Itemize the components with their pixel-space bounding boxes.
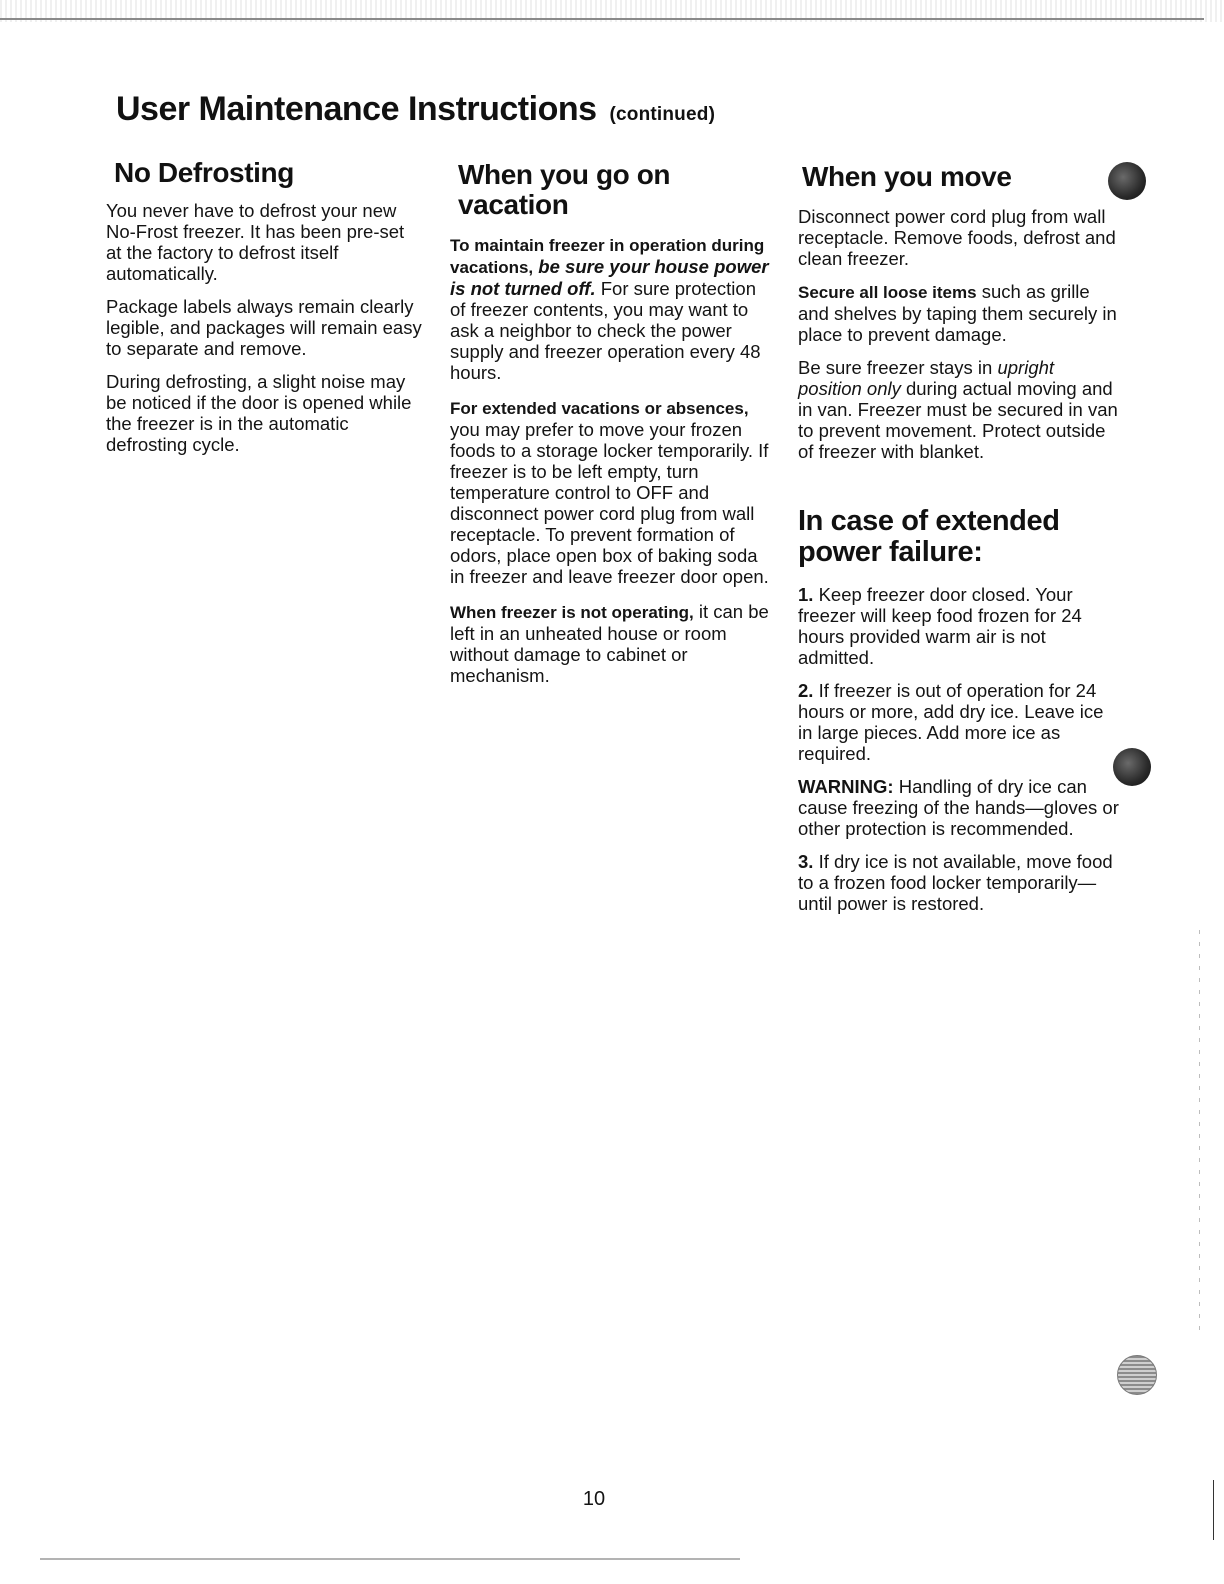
vacation-paragraph-1 xyxy=(450,234,770,383)
heading-no-defrosting: No Defrosting xyxy=(114,157,294,188)
scan-edge-line-bottom xyxy=(40,1558,740,1560)
binder-hole-icon xyxy=(1117,1355,1157,1395)
warning-label: WARNING: xyxy=(798,776,894,797)
vacation-p1-body: For sure protection of freezer contents, you may want to ask a neighbor to check the power supply and freezer operation every 48 hours. xyxy=(450,278,761,383)
heading-move: When you move xyxy=(802,161,1012,192)
move-p3-a: Be sure freezer stays in xyxy=(798,357,993,378)
section-no-defrosting xyxy=(106,158,424,467)
heading-vacation: When you go on vacation xyxy=(458,159,671,220)
vacation-paragraph-3 xyxy=(450,601,770,686)
no-defrosting-paragraph-1: You never have to defrost your new No-Frost freezer. It has been pre-set at the factory to defrost itself automatically. xyxy=(106,200,405,284)
move-p3-b: during actual moving and in van. Freezer must be secured in van to prevent movement. Protect outside of freezer with blanket. xyxy=(798,378,1118,462)
move-p3-italic: upright position only xyxy=(798,357,1055,399)
move-paragraph-1: Disconnect power cord plug from wall receptacle. Remove foods, defrost and clean freezer. xyxy=(798,206,1116,269)
page-number: 10 xyxy=(582,1488,606,1510)
vacation-paragraph-2 xyxy=(450,397,770,587)
power-failure-warning xyxy=(798,776,1120,839)
page-title-text: User Maintenance Instructions xyxy=(116,90,597,128)
vacation-p1-lead: To maintain freezer in operation during vacations, xyxy=(450,236,765,277)
item-3-number: 3. xyxy=(798,851,814,872)
item-2-text: If freezer is out of operation for 24 hours or more, add dry ice. Leave ice in large pieces. Add more ice as required. xyxy=(798,680,1104,764)
scan-mark-right xyxy=(1213,1480,1214,1540)
vacation-p3-lead: When freezer is not operating, xyxy=(450,603,694,622)
warning-text: Handling of dry ice can cause freezing of the hands—gloves or other protection is recommended. xyxy=(798,776,1119,839)
scan-edge-line-right xyxy=(1199,930,1200,1330)
item-3-text: If dry ice is not available, move food to a frozen food locker temporarily—until power is restored. xyxy=(798,851,1113,914)
item-2-number: 2. xyxy=(798,680,814,701)
item-1-text: Keep freezer door closed. Your freezer will keep food frozen for 24 hours provided warm air is not admitted. xyxy=(798,584,1082,668)
scan-edge-line-top xyxy=(0,18,1204,20)
vacation-p2-body: you may prefer to move your frozen foods to a storage locker temporarily. If freezer is to be left empty, turn temperature control to OFF and disconnect power cord plug from wall receptacle. To prevent formation of odors, place open box of baking soda in freezer and leave freezer door open. xyxy=(450,419,769,587)
section-move-and-power xyxy=(798,162,1120,926)
move-p2-body: such as grille and shelves by taping them securely in place to prevent damage. xyxy=(798,281,1117,345)
power-failure-item-1 xyxy=(798,584,1120,668)
power-failure-item-3 xyxy=(798,851,1120,914)
page-title xyxy=(116,90,715,129)
item-1-number: 1. xyxy=(798,584,814,605)
no-defrosting-paragraph-3: During defrosting, a slight noise may be noticed if the door is opened while the freezer is in the automatic defrosting cycle. xyxy=(106,371,412,455)
no-defrosting-paragraph-2: Package labels always remain clearly legible, and packages will remain easy to separate and remove. xyxy=(106,296,422,359)
move-p2-lead: Secure all loose items xyxy=(798,283,977,302)
page-title-suffix: (continued) xyxy=(609,104,716,125)
binder-hole-icon xyxy=(1108,162,1146,200)
vacation-p1-emphasis: be sure your house power is not turned off. xyxy=(450,256,769,299)
vacation-p2-lead: For extended vacations or absences, xyxy=(450,399,749,418)
vacation-p3-body: it can be left in an unheated house or room without damage to cabinet or mechanism. xyxy=(450,601,769,686)
move-paragraph-2 xyxy=(798,281,1120,345)
section-vacation xyxy=(450,160,770,700)
move-paragraph-3 xyxy=(798,357,1120,462)
binder-hole-icon xyxy=(1113,748,1151,786)
heading-power-failure: In case of extended power failure: xyxy=(798,505,1060,568)
power-failure-item-2 xyxy=(798,680,1120,764)
